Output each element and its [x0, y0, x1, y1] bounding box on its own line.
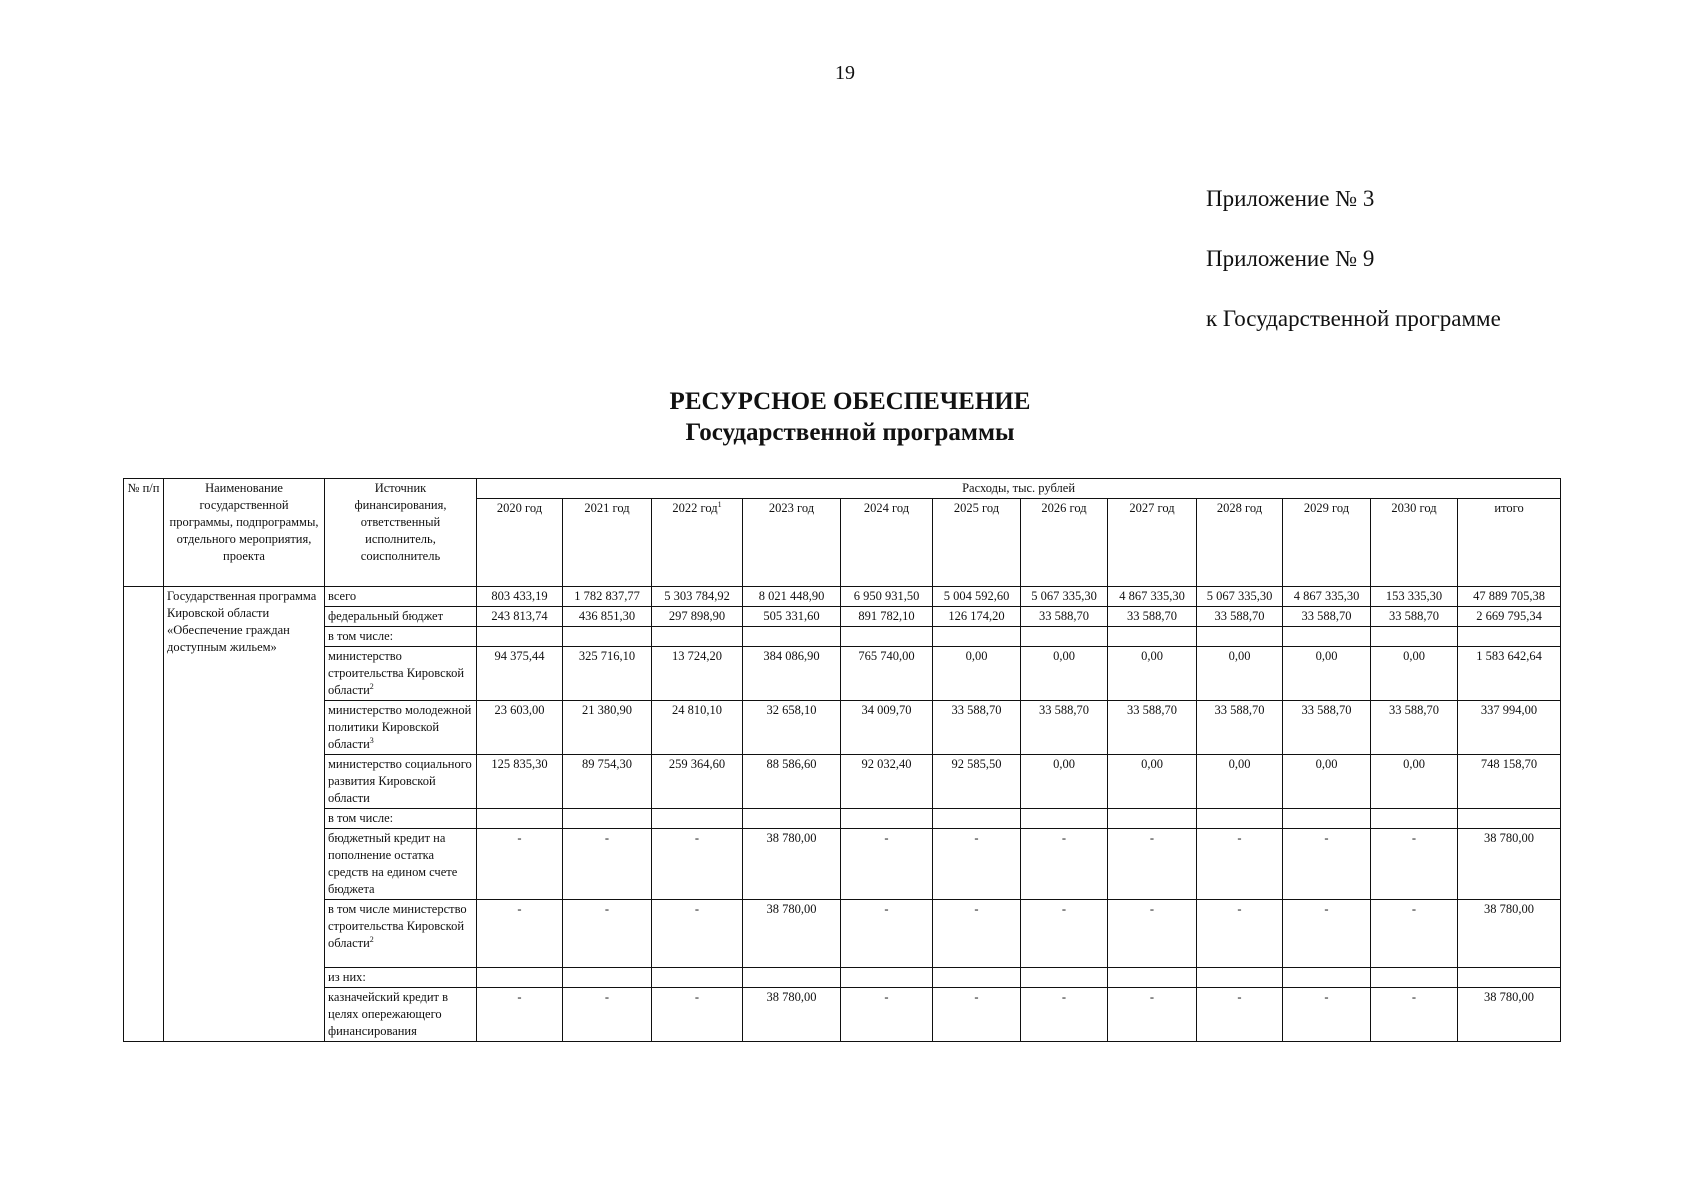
value-cell: [1283, 627, 1371, 647]
value-cell: -: [933, 829, 1021, 900]
title-line-2: Государственной программы: [685, 419, 1015, 446]
value-cell: 33 588,70: [1371, 701, 1458, 755]
value-cell: -: [841, 988, 933, 1042]
value-cell: [1197, 809, 1283, 829]
value-cell: 5 004 592,60: [933, 587, 1021, 607]
value-cell: 436 851,30: [563, 607, 652, 627]
value-cell: 24 810,10: [652, 701, 743, 755]
source-cell: [325, 627, 477, 647]
value-cell: -: [563, 988, 652, 1042]
value-cell: [652, 968, 743, 988]
value-cell: 5 067 335,30: [1021, 587, 1108, 607]
total-cell: 38 780,00: [1458, 829, 1561, 900]
value-cell: [1108, 809, 1197, 829]
source-cell: [325, 988, 477, 1042]
value-cell: 33 588,70: [1021, 701, 1108, 755]
source-label: всего: [328, 589, 357, 603]
value-cell: 33 588,70: [1197, 607, 1283, 627]
value-cell: [841, 809, 933, 829]
source-cell: [325, 829, 477, 900]
value-cell: [841, 968, 933, 988]
value-cell: 8 021 448,90: [743, 587, 841, 607]
value-cell: [1197, 627, 1283, 647]
header-year: 2029 год: [1283, 499, 1371, 587]
header-year: 2023 год: [743, 499, 841, 587]
value-cell: [1021, 968, 1108, 988]
total-cell: 47 889 705,38: [1458, 587, 1561, 607]
value-cell: -: [1021, 900, 1108, 968]
value-cell: [477, 809, 563, 829]
value-cell: 259 364,60: [652, 755, 743, 809]
value-cell: [743, 809, 841, 829]
table-row: [124, 647, 1561, 701]
value-cell: 765 740,00: [841, 647, 933, 701]
value-cell: 0,00: [1197, 755, 1283, 809]
value-cell: [1108, 627, 1197, 647]
source-cell: [325, 587, 477, 607]
value-cell: 0,00: [1021, 755, 1108, 809]
header-year: 2025 год: [933, 499, 1021, 587]
value-cell: -: [477, 988, 563, 1042]
value-cell: [1021, 627, 1108, 647]
value-cell: 0,00: [1108, 647, 1197, 701]
document-title: [0, 386, 1682, 448]
value-cell: 125 835,30: [477, 755, 563, 809]
source-label: министерство строительства Кировской области: [328, 649, 465, 697]
value-cell: 89 754,30: [563, 755, 652, 809]
value-cell: -: [1371, 829, 1458, 900]
header-year-label: 2022 год: [672, 501, 718, 515]
value-cell: 297 898,90: [652, 607, 743, 627]
resource-table: [123, 478, 1561, 1042]
value-cell: -: [1283, 829, 1371, 900]
value-cell: 0,00: [1283, 755, 1371, 809]
value-cell: 33 588,70: [1197, 701, 1283, 755]
value-cell: 803 433,19: [477, 587, 563, 607]
value-cell: 13 724,20: [652, 647, 743, 701]
value-cell: 33 588,70: [1371, 607, 1458, 627]
source-label: в том числе:: [328, 811, 394, 825]
value-cell: 0,00: [933, 647, 1021, 701]
value-cell: 5 303 784,92: [652, 587, 743, 607]
value-cell: [477, 968, 563, 988]
footnote-mark: 2: [369, 934, 374, 944]
value-cell: -: [1197, 829, 1283, 900]
value-cell: 33 588,70: [1108, 701, 1197, 755]
header-num: № п/п: [124, 479, 164, 587]
value-cell: [563, 968, 652, 988]
table-row: [124, 809, 1561, 829]
value-cell: -: [563, 900, 652, 968]
value-cell: [563, 809, 652, 829]
value-cell: 33 588,70: [1283, 607, 1371, 627]
total-cell: [1458, 627, 1561, 647]
value-cell: [1371, 968, 1458, 988]
value-cell: [743, 968, 841, 988]
header-total: итого: [1458, 499, 1561, 587]
value-cell: 4 867 335,30: [1283, 587, 1371, 607]
value-cell: -: [1283, 900, 1371, 968]
source-label: министерство молодежной политики Кировской области: [328, 703, 472, 751]
value-cell: -: [1108, 900, 1197, 968]
value-cell: -: [1371, 988, 1458, 1042]
value-cell: -: [933, 988, 1021, 1042]
value-cell: 92 585,50: [933, 755, 1021, 809]
value-cell: [1371, 809, 1458, 829]
value-cell: -: [841, 900, 933, 968]
source-label: бюджетный кредит на пополнение остатка средств на едином счете бюджета: [328, 831, 458, 896]
value-cell: 243 813,74: [477, 607, 563, 627]
value-cell: 384 086,90: [743, 647, 841, 701]
table-row: [124, 701, 1561, 755]
table-body: [124, 587, 1561, 1042]
source-cell: [325, 701, 477, 755]
value-cell: -: [1197, 988, 1283, 1042]
program-name-cell: Государственная программа Кировской области «Обеспечение граждан доступным жильем»: [164, 587, 325, 1042]
value-cell: -: [1108, 988, 1197, 1042]
value-cell: -: [933, 900, 1021, 968]
source-label: из них:: [328, 970, 366, 984]
value-cell: [933, 627, 1021, 647]
value-cell: 88 586,60: [743, 755, 841, 809]
footnote-mark: 3: [369, 735, 374, 745]
header-year: 2027 год: [1108, 499, 1197, 587]
value-cell: -: [1108, 829, 1197, 900]
footnote-mark: 1: [717, 499, 722, 509]
source-cell: [325, 968, 477, 988]
value-cell: 4 867 335,30: [1108, 587, 1197, 607]
source-label: в том числе:: [328, 629, 394, 643]
header-year: 2030 год: [1371, 499, 1458, 587]
source-cell: [325, 607, 477, 627]
value-cell: -: [841, 829, 933, 900]
value-cell: 21 380,90: [563, 701, 652, 755]
value-cell: 891 782,10: [841, 607, 933, 627]
value-cell: [933, 809, 1021, 829]
table-row: [124, 829, 1561, 900]
value-cell: [1197, 968, 1283, 988]
value-cell: 0,00: [1371, 755, 1458, 809]
table-row: [124, 627, 1561, 647]
table-row: [124, 607, 1561, 627]
header-year: 2024 год: [841, 499, 933, 587]
value-cell: 0,00: [1371, 647, 1458, 701]
value-cell: 38 780,00: [743, 900, 841, 968]
value-cell: 38 780,00: [743, 988, 841, 1042]
value-cell: 94 375,44: [477, 647, 563, 701]
value-cell: 33 588,70: [1021, 607, 1108, 627]
source-label: министерство социального развития Кировской области: [328, 757, 472, 805]
value-cell: 33 588,70: [1283, 701, 1371, 755]
value-cell: -: [652, 900, 743, 968]
footnote-mark: 2: [369, 681, 374, 691]
source-label: казначейский кредит в целях опережающего финансирования: [328, 990, 449, 1038]
source-cell: [325, 647, 477, 701]
value-cell: 126 174,20: [933, 607, 1021, 627]
value-cell: [652, 809, 743, 829]
value-cell: -: [1197, 900, 1283, 968]
value-cell: [477, 627, 563, 647]
value-cell: 23 603,00: [477, 701, 563, 755]
value-cell: 0,00: [1283, 647, 1371, 701]
value-cell: -: [1283, 988, 1371, 1042]
value-cell: 34 009,70: [841, 701, 933, 755]
table-row: [124, 968, 1561, 988]
value-cell: [563, 627, 652, 647]
header-year: 2026 год: [1021, 499, 1108, 587]
value-cell: 33 588,70: [933, 701, 1021, 755]
value-cell: -: [1021, 988, 1108, 1042]
total-cell: 38 780,00: [1458, 900, 1561, 968]
appendix-line-3: к Государственной программе: [1206, 306, 1501, 331]
total-cell: [1458, 968, 1561, 988]
value-cell: [1108, 968, 1197, 988]
value-cell: 325 716,10: [563, 647, 652, 701]
source-label: федеральный бюджет: [328, 609, 444, 623]
value-cell: [841, 627, 933, 647]
value-cell: -: [1371, 900, 1458, 968]
total-cell: 1 583 642,64: [1458, 647, 1561, 701]
header-expenses: Расходы, тыс. рублей: [477, 479, 1561, 499]
value-cell: 92 032,40: [841, 755, 933, 809]
table-row: [124, 755, 1561, 809]
value-cell: 32 658,10: [743, 701, 841, 755]
value-cell: -: [477, 829, 563, 900]
value-cell: -: [652, 829, 743, 900]
value-cell: -: [1021, 829, 1108, 900]
page-number: 19: [835, 62, 855, 84]
total-cell: 748 158,70: [1458, 755, 1561, 809]
value-cell: 0,00: [1021, 647, 1108, 701]
value-cell: 0,00: [1197, 647, 1283, 701]
header-row-group: [124, 479, 1561, 499]
header-year: [652, 499, 743, 587]
header-year: 2020 год: [477, 499, 563, 587]
source-label: в том числе министерство строительства Кировской области: [328, 902, 467, 950]
value-cell: [652, 627, 743, 647]
total-cell: [1458, 809, 1561, 829]
value-cell: [1283, 809, 1371, 829]
value-cell: 1 782 837,77: [563, 587, 652, 607]
value-cell: [1283, 968, 1371, 988]
value-cell: [743, 627, 841, 647]
value-cell: 38 780,00: [743, 829, 841, 900]
value-cell: [933, 968, 1021, 988]
value-cell: -: [563, 829, 652, 900]
total-cell: 337 994,00: [1458, 701, 1561, 755]
header-year: 2028 год: [1197, 499, 1283, 587]
table-row: [124, 988, 1561, 1042]
appendix-line-1: Приложение № 3: [1206, 186, 1375, 211]
value-cell: 505 331,60: [743, 607, 841, 627]
value-cell: -: [477, 900, 563, 968]
value-cell: 33 588,70: [1108, 607, 1197, 627]
value-cell: [1371, 627, 1458, 647]
header-year: 2021 год: [563, 499, 652, 587]
value-cell: 0,00: [1108, 755, 1197, 809]
title-line-1: РЕСУРСНОЕ ОБЕСПЕЧЕНИЕ: [669, 388, 1031, 415]
value-cell: 153 335,30: [1371, 587, 1458, 607]
table-row: [124, 900, 1561, 968]
value-cell: [1021, 809, 1108, 829]
value-cell: 6 950 931,50: [841, 587, 933, 607]
value-cell: -: [652, 988, 743, 1042]
total-cell: 38 780,00: [1458, 988, 1561, 1042]
source-cell: [325, 755, 477, 809]
row-number-cell: [124, 587, 164, 1042]
value-cell: 5 067 335,30: [1197, 587, 1283, 607]
header-source: Источник финансирования, ответственный исполнитель, соисполнитель: [325, 479, 477, 587]
table-row: [124, 587, 1561, 607]
source-cell: [325, 809, 477, 829]
header-name: Наименование государственной программы, подпрограммы, отдельного мероприятия, проекта: [164, 479, 325, 587]
total-cell: 2 669 795,34: [1458, 607, 1561, 627]
source-cell: [325, 900, 477, 968]
appendix-line-2: Приложение № 9: [1206, 246, 1375, 271]
